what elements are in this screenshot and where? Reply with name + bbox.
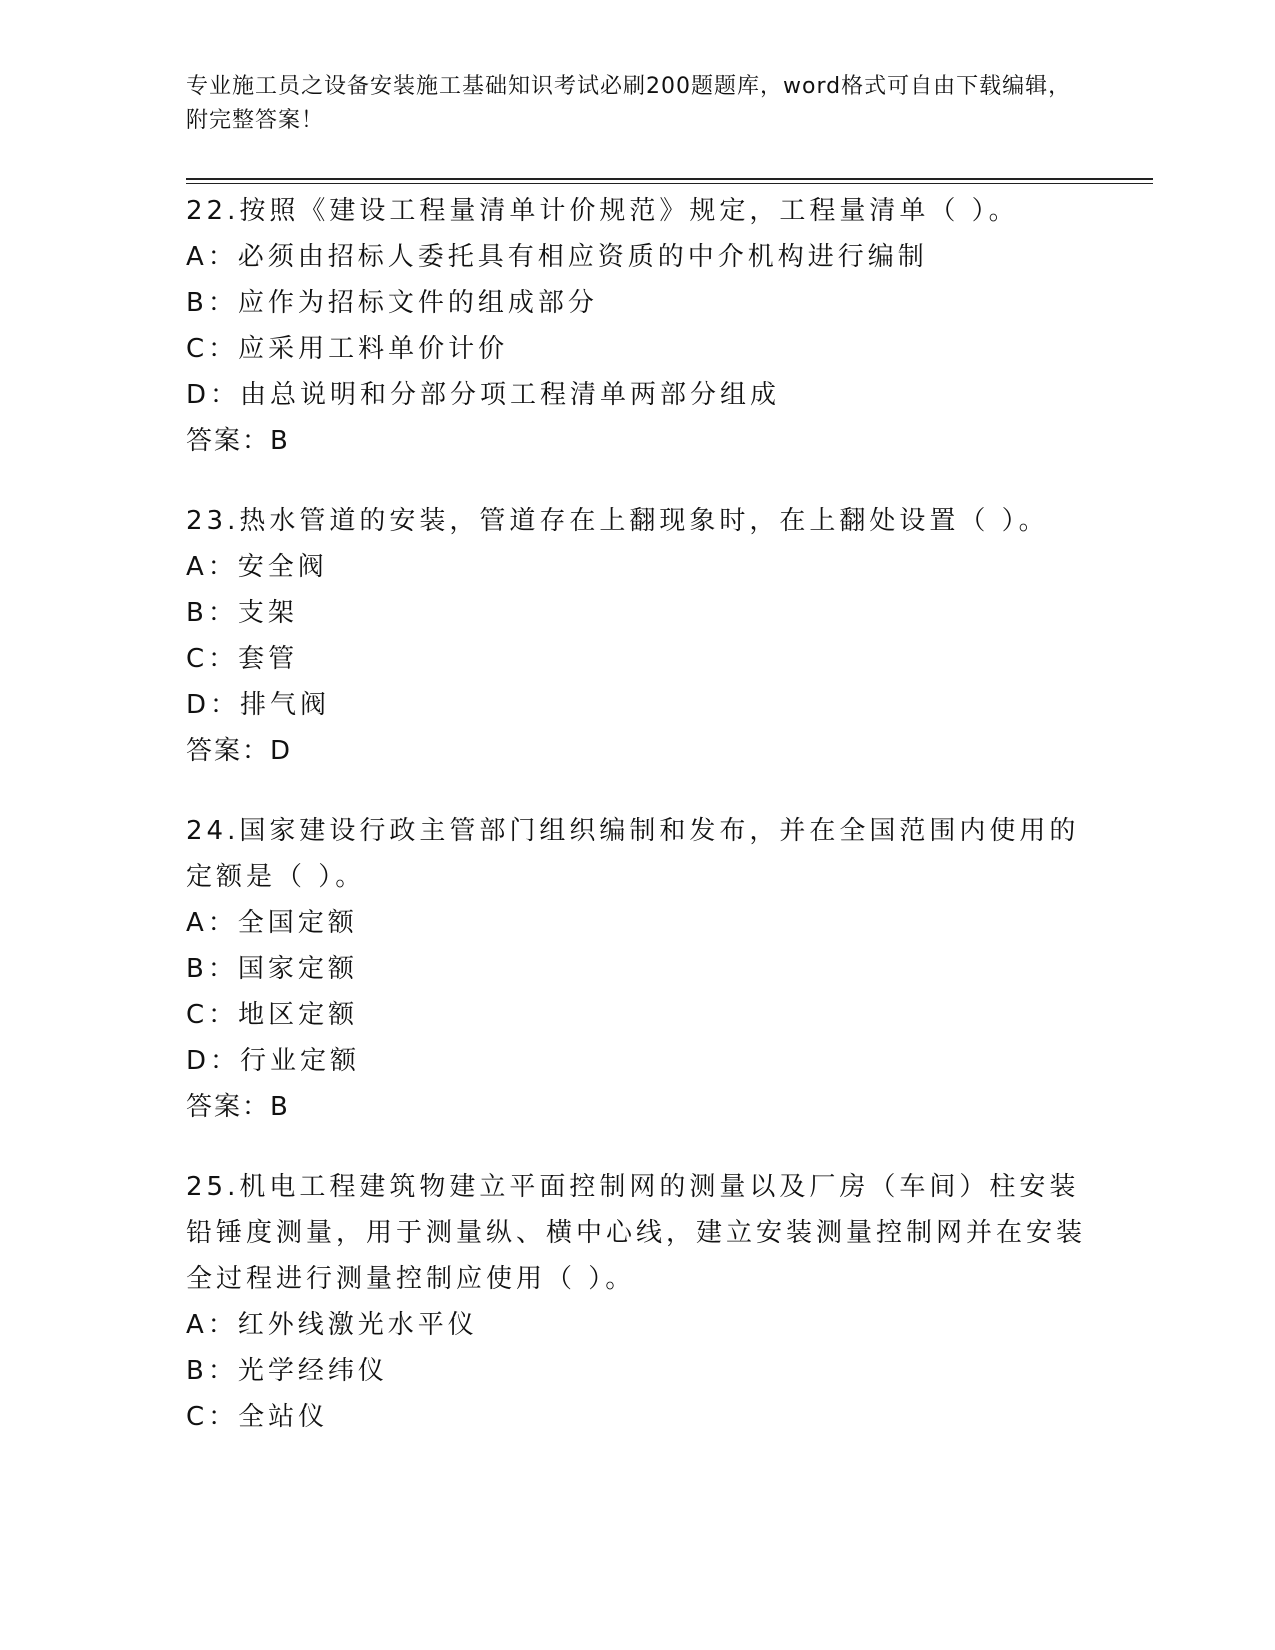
option-d: D：行业定额 [186, 1046, 361, 1076]
option-a: A：必须由招标人委托具有相应资质的中介机构进行编制 [186, 242, 928, 272]
question-stem: 25.机电工程建筑物建立平面控制网的测量以及厂房（车间）柱安装铅锤度测量，用于测量纵、横中心线，建立安装测量控制网并在安装全过程进行测量控制应使用（ ）。 [186, 1172, 1087, 1294]
question-25 [186, 1164, 1086, 1440]
answer-line: 答案：B [186, 426, 290, 456]
answer-line: 答案：B [186, 1092, 290, 1122]
option-a: A：安全阀 [186, 552, 328, 582]
option-d: D：由总说明和分部分项工程清单两部分组成 [186, 380, 781, 410]
option-b: B：国家定额 [186, 954, 358, 984]
option-b: B：应作为招标文件的组成部分 [186, 288, 598, 318]
option-b: B：光学经纬仪 [186, 1356, 388, 1386]
header-divider-thin [186, 183, 1153, 184]
question-24 [186, 808, 1086, 1130]
question-list [186, 188, 1086, 1474]
option-c: C：全站仪 [186, 1402, 329, 1432]
option-c: C：套管 [186, 644, 299, 674]
answer-line: 答案：D [186, 736, 293, 766]
option-b: B：支架 [186, 598, 298, 628]
option-a: A：全国定额 [186, 908, 358, 938]
question-stem: 23.热水管道的安装，管道存在上翻现象时，在上翻处设置（ ）。 [186, 506, 1049, 536]
option-d: D：排气阀 [186, 690, 331, 720]
question-23 [186, 498, 1086, 774]
option-c: C：地区定额 [186, 1000, 359, 1030]
option-c: C：应采用工料单价计价 [186, 334, 509, 364]
question-stem: 24.国家建设行政主管部门组织编制和发布，并在全国范围内使用的定额是（ ）。 [186, 816, 1080, 892]
question-stem: 22.按照《建设工程量清单计价规范》规定，工程量清单（ ）。 [186, 196, 1019, 226]
header-divider-thick [186, 178, 1153, 180]
option-a: A：红外线激光水平仪 [186, 1310, 478, 1340]
page-header: 专业施工员之设备安装施工基础知识考试必刷200题题库，word格式可自由下载编辑，附完整答案！ [186, 74, 1072, 133]
question-22 [186, 188, 1086, 464]
